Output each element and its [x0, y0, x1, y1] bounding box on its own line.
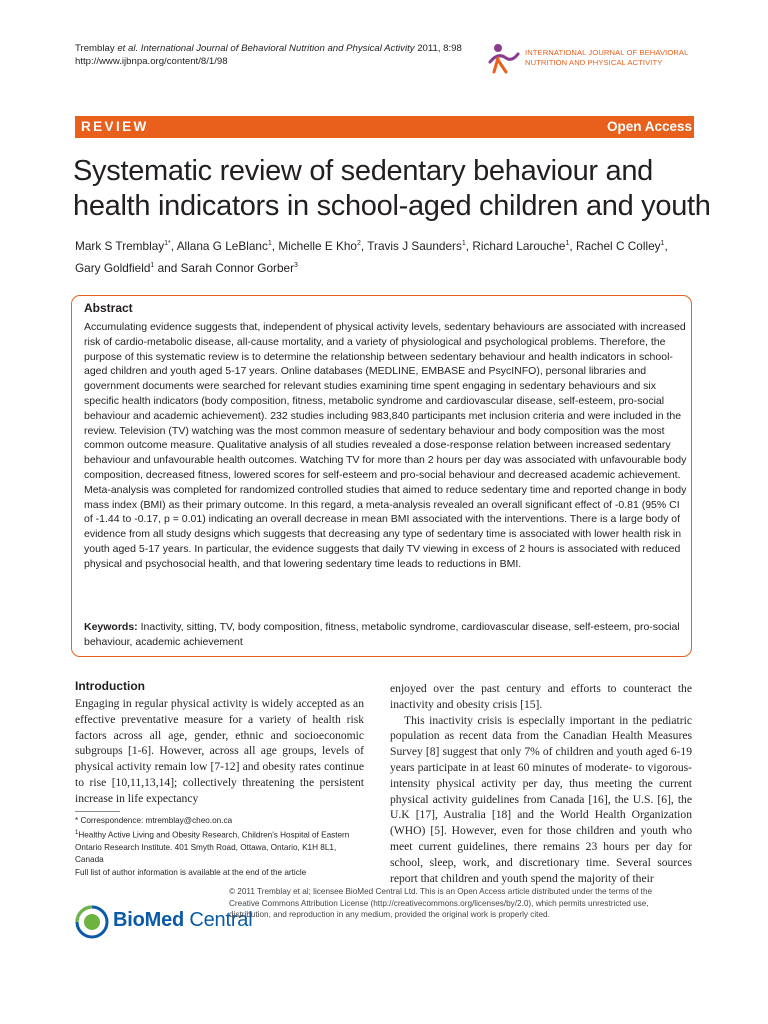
- author-name: Mark S Tremblay: [75, 238, 165, 253]
- author-name: Sarah Connor Gorber: [180, 260, 295, 275]
- article-url[interactable]: http://www.ijbnpa.org/content/8/1/98: [75, 56, 228, 67]
- author-affiliation: 1: [565, 240, 570, 247]
- open-access-label: Open Access: [606, 119, 692, 134]
- affiliation-1: $^1$Healthy Active Living and Obesity Research, Children's Hospital of Eastern Ontario Research Institute. 401 Smyth Road, Ottawa, Ontario, K1H 8L1, Canada: [75, 830, 350, 865]
- article-type-label: REVIEW: [81, 119, 149, 134]
- keywords: [84, 620, 688, 650]
- author-affiliation: 1: [150, 261, 155, 269]
- author-name: Gary Goldfield: [75, 260, 151, 275]
- biomed-central-logo-icon: [75, 905, 109, 939]
- full-author-info-note: Full list of author information is available at the end of the article: [75, 867, 307, 877]
- author-name: Rachel C Colley: [575, 238, 661, 253]
- author-affiliation: 1: [660, 240, 665, 247]
- keywords-text: Inactivity, sitting, TV, body composition, fitness, metabolic syndrome, cardiovascular disease, self-esteem, pro-social behaviour, academic achievement: [84, 621, 680, 648]
- journal-name: INTERNATIONAL JOURNAL OF BEHAVIORAL NUTRITION AND PHYSICAL ACTIVITY: [525, 48, 689, 67]
- author-affiliation: 3: [294, 261, 298, 269]
- author-affiliation: 1: [461, 240, 466, 247]
- paragraph-continued: enjoyed over the past century and efforts to counteract the inactivity and obesity crisis [15].: [390, 682, 692, 711]
- article-citation: Tremblay et al. International Journal of Behavioral Nutrition and Physical Activity 2011, 8:98 http://www.ijbnpa.org/content/8/1/98: [75, 43, 462, 67]
- body-column-right: [390, 681, 692, 886]
- introduction-heading: Introduction: [75, 679, 145, 693]
- copyright-notice: © 2011 Tremblay et al; licensee BioMed Central Ltd. This is an Open Access article distributed under the terms of the Creative Commons Attribution License (http://creativecommons.org/licenses/by/2.0), which permits unrestricted use, distribution, and reproduction in any medium, provided the original work is properly cited.: [229, 887, 653, 920]
- footnote-divider: [75, 811, 120, 812]
- article-title: Systematic review of sedentary behaviour and health indicators in school-aged children and youth: [73, 155, 711, 222]
- author-name: Allana G LeBlanc: [176, 238, 268, 253]
- body-column-left: Engaging in regular physical activity is widely accepted as an effective preventative measure for a variety of health risk factors across all age, gender, ethnic and socioeconomic subgroups [1-6]. However, across all age groups, levels of physical activity remain low [7-12] and obesity rates continue to rise [10,11,13,14]; collectively threatening the persistent increase in life expectancy: [75, 697, 364, 805]
- abstract-text: Accumulating evidence suggests that, independent of physical activity levels, sedentary behaviours are associated with increased risk of cardio-metabolic disease, all-cause mortality, and a variety of physiological and psychological problems. Therefore, the purpose of this systematic review is to determine the relationship between sedentary behaviour and health indicators in school-aged children and youth aged 5-17 years. Online databases (MEDLINE, EMBASE and PsycINFO), personal libraries and government documents were searched for relevant studies examining time spent engaging in sedentary behaviours and six specific health indicators (body composition, fitness, metabolic syndrome and cardiovascular disease, self-esteem, pro-social behaviour and academic achievement). 232 studies including 983,840 participants met inclusion criteria and were included in the review. Television (TV) watching was the most common measure of sedentary behaviour and body composition was the most common outcome measure. Qualitative analysis of all studies revealed a dose-response relation between increased sedentary behaviour and unfavourable health outcomes. Watching TV for more than 2 hours per day was associated with unfavourable body composition, decreased fitness, lowered scores for self-esteem and pro-social behaviour and decreased academic achievement. Meta-analysis was completed for randomized controlled studies that aimed to reduce sedentary time and reported change in body mass index (BMI) as their primary outcome. In this regard, a meta-analysis revealed an overall significant effect of -0.81 (95% CI of -1.44 to -0.17, p = 0.01) indicating an overall decrease in mean BMI associated with the interventions. There is a large body of evidence from all study designs which suggests that decreasing any type of sedentary time is associated with lower health risk in youth aged 5-17 years. In particular, the evidence suggests that daily TV viewing in excess of 2 hours is associated with reduced physical and psychosocial health, and that lowering sedentary time leads to reductions in BMI.: [84, 321, 687, 570]
- author-name: Travis J Saunders: [367, 238, 462, 253]
- keywords-label: Keywords:: [84, 621, 138, 633]
- publisher-logo-text: BioMed Central: [113, 909, 253, 931]
- abstract-heading: Abstract: [84, 301, 133, 315]
- author-name: Michelle E Kho: [278, 238, 357, 253]
- footnote: [75, 815, 367, 879]
- author-name: Richard Larouche: [472, 238, 566, 253]
- author-affiliation: 1: [267, 240, 272, 247]
- journal-logo-icon: [484, 42, 524, 82]
- article-type-banner: [75, 116, 694, 138]
- correspondence: * Correspondence: mtremblay@cheo.on.ca: [75, 816, 233, 825]
- author-affiliation: 2: [357, 240, 361, 247]
- author-list: Mark S Tremblay$^{1*}$, Allana G LeBlanc$^1$, Michelle E Kho$^2$, Travis J Saunders$^1$, Richard Larouche$^1$, Rachel C Colley$^1$, Gary Goldfield$^1$ and Sarah Connor Gorber$^3$: [75, 238, 668, 275]
- paragraph: This inactivity crisis is especially important in the pediatric population as recent data from the Canadian Health Measures Survey [8] suggest that only 7% of children and youth aged 6-19 years participate in at least 60 minutes of moderate- to vigorous-intensity physical activity per day, thus meeting the current physical activity guidelines from Canada [16], the U.S. [6], the U.K [17], Australia [18] and the World Health Organization (WHO) [5]. However, even for those children and youth who meet current guidelines, there remains 23 hours per day for school, sleep, work, and discretionary time. Several sources report that children and youth spend the majority of their: [390, 713, 692, 885]
- author-affiliation: 1*: [164, 240, 171, 247]
